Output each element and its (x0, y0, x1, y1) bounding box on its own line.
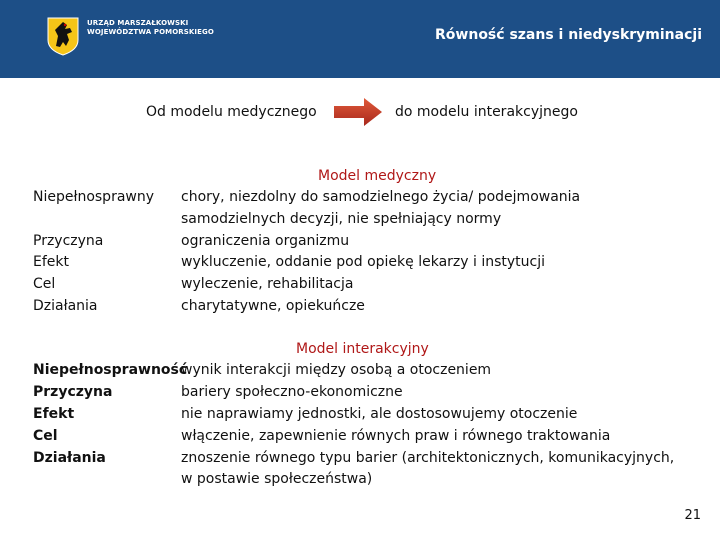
interactive-label-efekt: Efekt (33, 406, 75, 422)
medical-text-line: wykluczenie, oddanie pod opiekę lekarzy i instytucji (181, 254, 545, 270)
interactive-label-przyczyna: Przyczyna (33, 384, 113, 400)
brand-line-1: URZĄD MARSZAŁKOWSKI (87, 19, 189, 27)
interactive-text-line: bariery społeczno-ekonomiczne (181, 384, 403, 400)
slide-title: Równość szans i niedyskryminacji (435, 27, 702, 43)
brand-line-2: WOJEWÓDZTWA POMORSKIEGO (87, 28, 214, 36)
medical-label-niepelnosprawny: Niepełnosprawny (33, 189, 155, 205)
medical-label-dzialania: Działania (33, 298, 98, 314)
transition-from: Od modelu medycznego (146, 104, 317, 120)
medical-label-efekt: Efekt (33, 254, 69, 270)
interactive-text-line: znoszenie równego typu barier (architektonicznych, komunikacyjnych, (181, 450, 675, 466)
interactive-model-title: Model interakcyjny (296, 341, 429, 357)
medical-model-title: Model medyczny (318, 168, 437, 184)
griffin-coat-of-arms-icon (46, 16, 80, 56)
medical-text-line: wyleczenie, rehabilitacja (181, 276, 354, 292)
interactive-text-line: nie naprawiamy jednostki, ale dostosowujemy otoczenie (181, 406, 578, 422)
medical-label-cel: Cel (33, 276, 56, 292)
medical-text-line: samodzielnych decyzji, nie spełniający normy (181, 211, 502, 227)
brand-name (87, 19, 214, 37)
interactive-text-line: włączenie, zapewnienie równych praw i równego traktowania (181, 428, 611, 444)
medical-text-line: chory, niezdolny do samodzielnego życia/ podejmowania (181, 189, 581, 205)
header-bar (0, 0, 720, 78)
page-number: 21 (684, 508, 701, 523)
interactive-label-cel: Cel (33, 428, 58, 444)
medical-label-przyczyna: Przyczyna (33, 233, 104, 249)
interactive-label-dzialania: Działania (33, 450, 106, 466)
medical-text-line: ograniczenia organizmu (181, 233, 350, 249)
right-arrow-icon (334, 97, 384, 127)
interactive-label-niepelnosprawnosc: Niepełnosprawność (33, 362, 188, 378)
transition-to: do modelu interakcyjnego (395, 104, 578, 120)
interactive-text-line: w postawie społeczeństwa) (181, 471, 373, 487)
medical-text-line: charytatywne, opiekuńcze (181, 298, 365, 314)
interactive-text-line: wynik interakcji między osobą a otoczeniem (181, 362, 492, 378)
